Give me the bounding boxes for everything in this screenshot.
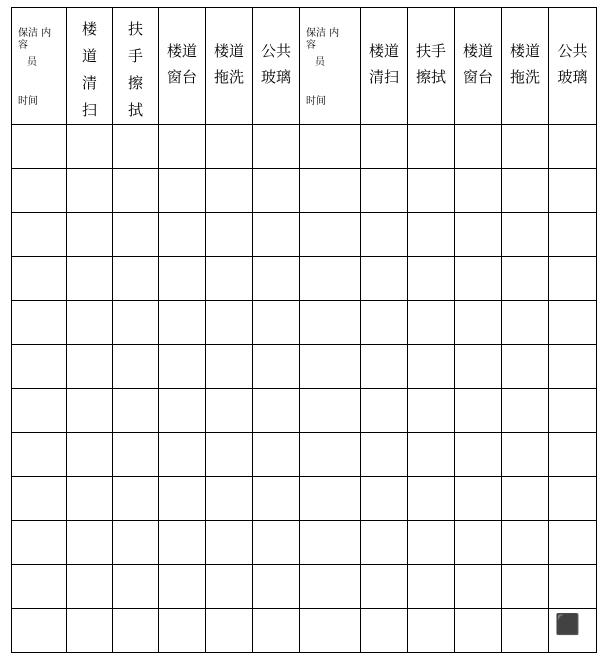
table-cell[interactable] xyxy=(549,213,597,257)
table-cell[interactable] xyxy=(113,521,159,565)
table-cell[interactable] xyxy=(12,257,67,301)
table-cell[interactable] xyxy=(206,389,253,433)
table-cell[interactable] xyxy=(455,521,502,565)
table-cell[interactable] xyxy=(67,433,113,477)
table-cell[interactable] xyxy=(113,345,159,389)
diagonal-header-right xyxy=(300,8,360,118)
table-cell[interactable] xyxy=(361,301,408,345)
table-cell[interactable] xyxy=(159,213,206,257)
table-cell[interactable] xyxy=(300,301,361,345)
header-public-glass-right xyxy=(549,8,597,125)
table-cell[interactable] xyxy=(300,213,361,257)
table-cell[interactable] xyxy=(159,433,206,477)
table-cell[interactable] xyxy=(206,521,253,565)
table-cell[interactable] xyxy=(361,521,408,565)
table-cell[interactable] xyxy=(408,609,455,653)
table-cell[interactable] xyxy=(206,609,253,653)
table-cell[interactable] xyxy=(159,345,206,389)
table-cell[interactable] xyxy=(361,389,408,433)
table-cell[interactable] xyxy=(502,257,549,301)
header-label: 扶手擦拭 xyxy=(128,20,144,119)
table-row xyxy=(12,125,597,169)
table-cell[interactable] xyxy=(67,345,113,389)
table-cell[interactable] xyxy=(300,609,361,653)
table-header xyxy=(12,8,597,125)
corner-left-text-3: 员 xyxy=(27,57,37,68)
table-cell[interactable] xyxy=(502,213,549,257)
table-cell[interactable] xyxy=(549,257,597,301)
table-cell[interactable] xyxy=(12,389,67,433)
table-cell[interactable] xyxy=(502,477,549,521)
header-label: 公共玻璃 xyxy=(557,42,588,86)
header-label: 楼道窗台 xyxy=(167,42,198,86)
table-cell[interactable] xyxy=(253,345,300,389)
table-cell[interactable] xyxy=(361,477,408,521)
table-cell[interactable] xyxy=(502,521,549,565)
table-cell[interactable] xyxy=(361,125,408,169)
table-cell[interactable] xyxy=(455,345,502,389)
table-cell[interactable] xyxy=(12,301,67,345)
table-cell[interactable] xyxy=(549,301,597,345)
header-label: 楼道清扫 xyxy=(369,42,400,86)
table-cell[interactable] xyxy=(549,433,597,477)
table-cell[interactable] xyxy=(408,213,455,257)
table-cell[interactable] xyxy=(408,169,455,213)
table-cell[interactable] xyxy=(253,389,300,433)
table-cell[interactable] xyxy=(206,433,253,477)
table-cell[interactable] xyxy=(549,565,597,609)
table-cell[interactable] xyxy=(12,125,67,169)
table-cell[interactable] xyxy=(408,125,455,169)
header-corridor-clean-right xyxy=(361,8,408,125)
table-cell[interactable] xyxy=(408,345,455,389)
table-row xyxy=(12,345,597,389)
table-cell[interactable] xyxy=(361,345,408,389)
table-cell[interactable] xyxy=(12,169,67,213)
table-cell[interactable] xyxy=(502,433,549,477)
table-row xyxy=(12,389,597,433)
table-cell[interactable] xyxy=(67,521,113,565)
header-label: 楼道窗台 xyxy=(463,42,494,86)
table-cell[interactable] xyxy=(113,609,159,653)
table-cell[interactable] xyxy=(253,301,300,345)
table-cell[interactable] xyxy=(300,477,361,521)
table-cell[interactable] xyxy=(455,565,502,609)
table-body xyxy=(12,125,597,653)
table-cell[interactable] xyxy=(300,125,361,169)
table-cell[interactable] xyxy=(361,609,408,653)
corner-right-text-1: 保洁 内 xyxy=(306,28,340,39)
table-cell[interactable] xyxy=(253,521,300,565)
table-cell[interactable] xyxy=(300,169,361,213)
table-cell[interactable] xyxy=(455,125,502,169)
table-cell[interactable] xyxy=(113,389,159,433)
table-cell[interactable] xyxy=(455,609,502,653)
table-cell[interactable] xyxy=(408,565,455,609)
table-row xyxy=(12,521,597,565)
table-cell[interactable] xyxy=(113,433,159,477)
table-cell[interactable] xyxy=(12,565,67,609)
table-cell[interactable] xyxy=(67,477,113,521)
table-cell[interactable] xyxy=(408,257,455,301)
table-cell[interactable] xyxy=(455,433,502,477)
table-cell[interactable] xyxy=(549,169,597,213)
table-cell[interactable] xyxy=(159,389,206,433)
table-cell[interactable] xyxy=(408,521,455,565)
corner-right-text-2: 容 xyxy=(306,40,316,51)
table-cell[interactable] xyxy=(67,301,113,345)
table-cell[interactable] xyxy=(502,609,549,653)
header-handrail-wipe-left xyxy=(113,8,159,125)
table-cell[interactable] xyxy=(12,521,67,565)
table-cell[interactable] xyxy=(300,257,361,301)
table-cell[interactable] xyxy=(67,169,113,213)
table-cell[interactable] xyxy=(67,213,113,257)
table-cell[interactable] xyxy=(113,565,159,609)
table-cell[interactable] xyxy=(253,213,300,257)
table-cell[interactable] xyxy=(455,389,502,433)
table-cell[interactable] xyxy=(253,125,300,169)
table-row xyxy=(12,609,597,653)
table-cell[interactable] xyxy=(361,169,408,213)
header-corridor-window-right xyxy=(455,8,502,125)
header-row xyxy=(12,8,597,125)
table-cell[interactable] xyxy=(206,565,253,609)
header-label: 楼道拖洗 xyxy=(214,42,245,86)
table-cell[interactable] xyxy=(159,257,206,301)
table-cell[interactable] xyxy=(455,301,502,345)
table-cell[interactable] xyxy=(206,257,253,301)
table-cell[interactable] xyxy=(159,169,206,213)
table-cell[interactable] xyxy=(159,301,206,345)
table-cell[interactable] xyxy=(67,609,113,653)
corner-right-text-4: 时间 xyxy=(306,96,326,107)
table-cell[interactable] xyxy=(408,433,455,477)
header-corridor-mop-left xyxy=(206,8,253,125)
table-cell[interactable] xyxy=(253,609,300,653)
header-corner-left xyxy=(12,8,67,125)
table-cell[interactable] xyxy=(67,389,113,433)
table-cell[interactable] xyxy=(502,125,549,169)
table-cell[interactable] xyxy=(502,169,549,213)
table-cell[interactable] xyxy=(408,477,455,521)
table-cell[interactable] xyxy=(206,213,253,257)
table-cell[interactable] xyxy=(113,477,159,521)
table-cell[interactable] xyxy=(549,345,597,389)
table-cell[interactable] xyxy=(253,433,300,477)
table-cell[interactable] xyxy=(408,389,455,433)
table-cell[interactable] xyxy=(549,477,597,521)
table-cell[interactable] xyxy=(300,433,361,477)
table-cell[interactable] xyxy=(549,389,597,433)
header-label: 公共玻璃 xyxy=(261,42,292,86)
table-cell[interactable] xyxy=(159,609,206,653)
table-cell[interactable] xyxy=(113,213,159,257)
header-corridor-window-left xyxy=(159,8,206,125)
table-cell[interactable] xyxy=(502,565,549,609)
table-cell[interactable] xyxy=(455,477,502,521)
header-corner-right xyxy=(300,8,361,125)
table-cell[interactable] xyxy=(502,389,549,433)
table-cell[interactable] xyxy=(300,389,361,433)
header-label: 楼道拖洗 xyxy=(510,42,541,86)
table-cell[interactable] xyxy=(253,477,300,521)
table-row xyxy=(12,301,597,345)
table-row xyxy=(12,433,597,477)
table-cell[interactable] xyxy=(206,301,253,345)
table-cell[interactable] xyxy=(113,257,159,301)
header-handrail-wipe-right xyxy=(408,8,455,125)
table-cell[interactable] xyxy=(361,565,408,609)
table-cell[interactable] xyxy=(113,125,159,169)
table-cell[interactable] xyxy=(206,345,253,389)
table-cell[interactable] xyxy=(253,565,300,609)
table-cell[interactable] xyxy=(300,345,361,389)
table-cell[interactable] xyxy=(12,609,67,653)
table-cell[interactable] xyxy=(361,257,408,301)
header-corridor-mop-right xyxy=(502,8,549,125)
table-cell[interactable] xyxy=(159,565,206,609)
table-cell[interactable] xyxy=(549,125,597,169)
table-row xyxy=(12,565,597,609)
table-cell[interactable] xyxy=(455,169,502,213)
table-cell[interactable] xyxy=(361,213,408,257)
table-cell[interactable] xyxy=(113,169,159,213)
table-cell[interactable] xyxy=(159,125,206,169)
cleaning-log-table xyxy=(11,7,597,653)
table-cell[interactable] xyxy=(12,213,67,257)
table-cell[interactable] xyxy=(502,301,549,345)
corner-right-text-3: 员 xyxy=(315,57,325,68)
table-row xyxy=(12,477,597,521)
table-cell[interactable] xyxy=(206,125,253,169)
table-cell[interactable] xyxy=(12,345,67,389)
table-cell[interactable] xyxy=(12,433,67,477)
header-public-glass-left xyxy=(253,8,300,125)
watermark-logo: ⬛ xyxy=(555,612,580,636)
table-cell[interactable] xyxy=(159,521,206,565)
table-cell[interactable] xyxy=(67,125,113,169)
table-cell[interactable] xyxy=(455,257,502,301)
header-corridor-clean-left xyxy=(67,8,113,125)
table-cell[interactable] xyxy=(549,521,597,565)
table-cell[interactable] xyxy=(159,477,206,521)
table-row xyxy=(12,213,597,257)
header-label: 扶手擦拭 xyxy=(416,42,447,86)
diagonal-header-left xyxy=(12,8,66,118)
table-cell[interactable] xyxy=(206,169,253,213)
header-label: 楼道清扫 xyxy=(82,20,98,119)
corner-left-text-1: 保洁 内 xyxy=(18,28,52,39)
table-cell[interactable] xyxy=(206,477,253,521)
table-cell[interactable] xyxy=(253,257,300,301)
table-cell[interactable] xyxy=(408,301,455,345)
table-cell[interactable] xyxy=(113,301,159,345)
table-cell[interactable] xyxy=(300,565,361,609)
table-cell[interactable] xyxy=(67,565,113,609)
corner-left-text-4: 时间 xyxy=(18,96,38,107)
table-cell[interactable] xyxy=(502,345,549,389)
corner-left-text-2: 容 xyxy=(18,40,28,51)
table-cell[interactable] xyxy=(361,433,408,477)
table-cell[interactable] xyxy=(300,521,361,565)
table-row xyxy=(12,257,597,301)
table-cell[interactable] xyxy=(12,477,67,521)
table-cell[interactable] xyxy=(253,169,300,213)
table-cell[interactable] xyxy=(455,213,502,257)
table-cell[interactable] xyxy=(67,257,113,301)
table-row xyxy=(12,169,597,213)
